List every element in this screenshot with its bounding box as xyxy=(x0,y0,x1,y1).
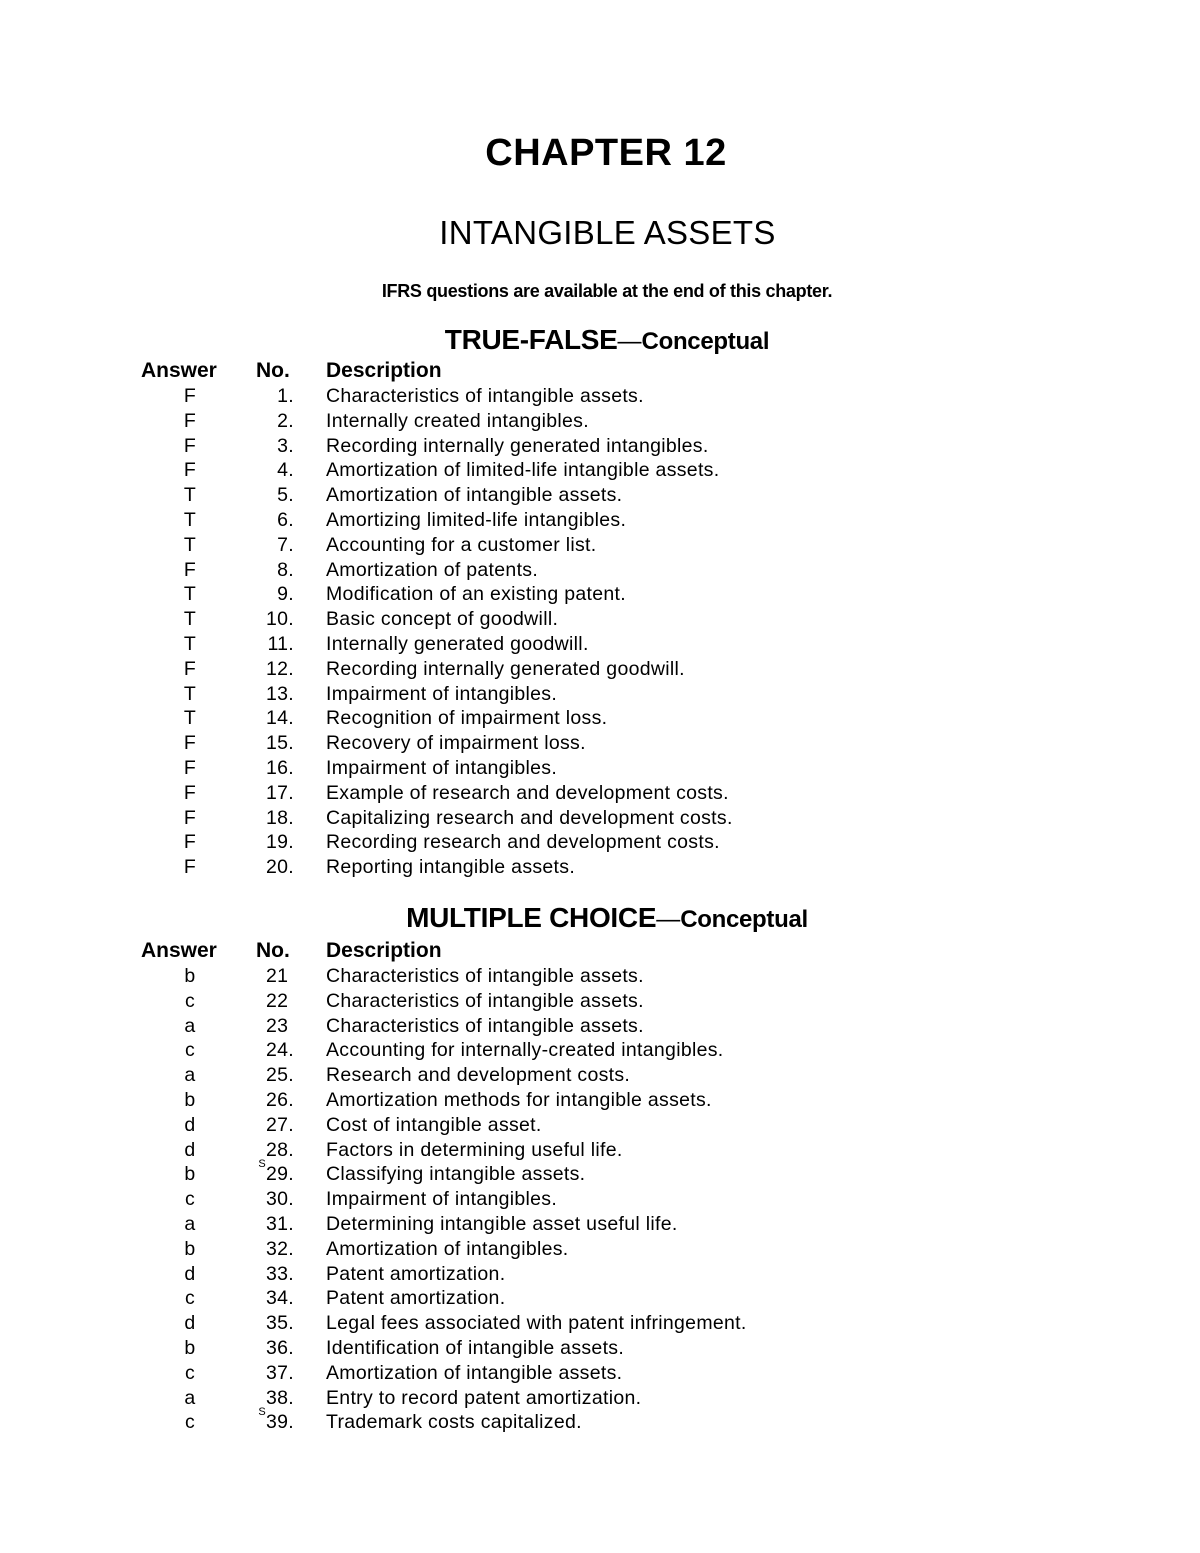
description-cell: Capitalizing research and development costs. xyxy=(326,806,733,829)
question-row xyxy=(0,1386,1200,1411)
question-number: 17. xyxy=(265,781,294,804)
answer-cell: a xyxy=(184,1014,196,1037)
question-row xyxy=(0,434,1200,459)
question-number-cell xyxy=(230,483,294,508)
description-cell: Internally generated goodwill. xyxy=(326,632,589,655)
question-number-cell xyxy=(230,409,294,434)
description-cell: Basic concept of goodwill. xyxy=(326,608,559,631)
question-number: 16. xyxy=(265,756,294,779)
question-row xyxy=(0,657,1200,682)
answer-cell: b xyxy=(184,1237,196,1260)
description-cell: Recording internally generated intangibles. xyxy=(326,434,709,457)
question-number-cell xyxy=(230,1014,294,1039)
question-number-cell xyxy=(230,533,294,558)
description-cell: Internally created intangibles. xyxy=(326,409,589,432)
description-cell: Impairment of intangibles. xyxy=(326,756,558,779)
answer-cell: T xyxy=(183,632,197,655)
question-number: 4. xyxy=(277,459,294,482)
description-cell: Research and development costs. xyxy=(326,1064,631,1087)
question-number-cell xyxy=(230,964,294,989)
question-row xyxy=(0,682,1200,707)
question-row xyxy=(0,1138,1200,1163)
column-header-no: No. xyxy=(256,359,290,382)
question-row xyxy=(0,1113,1200,1138)
question-number: 34. xyxy=(265,1287,294,1310)
question-number-cell xyxy=(230,781,294,806)
question-number-cell xyxy=(230,1212,294,1237)
question-number-cell xyxy=(230,434,294,459)
question-number: 11. xyxy=(267,632,294,655)
question-number-cell xyxy=(230,607,294,632)
answer-cell: c xyxy=(184,989,196,1012)
description-cell: Example of research and development costs. xyxy=(326,781,729,804)
section-title-dash: — xyxy=(656,906,681,933)
question-number: 31. xyxy=(265,1212,294,1235)
answer-cell: a xyxy=(184,1212,196,1235)
section-title-sub: Conceptual xyxy=(680,906,808,933)
column-header-no: No. xyxy=(256,939,290,962)
question-number-cell xyxy=(230,1038,294,1063)
section-heading-multiple-choice xyxy=(0,901,1200,940)
question-row xyxy=(0,756,1200,781)
answer-cell: F xyxy=(183,831,197,854)
description-cell: Impairment of intangibles. xyxy=(326,1188,558,1211)
section-title-main: TRUE-FALSE xyxy=(444,324,618,355)
question-number-cell xyxy=(230,806,294,831)
description-cell: Determining intangible asset useful life. xyxy=(326,1212,678,1235)
description-cell: Amortization of intangible assets. xyxy=(326,1361,623,1384)
column-header-row xyxy=(0,938,1200,964)
answer-cell: F xyxy=(183,806,197,829)
question-number: 15. xyxy=(265,732,294,755)
question-row xyxy=(0,1311,1200,1336)
question-number-cell xyxy=(230,1406,294,1435)
description-cell: Impairment of intangibles. xyxy=(326,682,558,705)
question-row xyxy=(0,1406,1200,1435)
description-cell: Characteristics of intangible assets. xyxy=(326,989,644,1012)
question-number-cell xyxy=(230,582,294,607)
description-cell: Patent amortization. xyxy=(326,1262,506,1285)
answer-cell: F xyxy=(183,856,197,879)
question-marker: S xyxy=(258,1158,266,1171)
question-number-cell xyxy=(230,830,294,855)
description-cell: Reporting intangible assets. xyxy=(326,856,576,879)
answer-cell: F xyxy=(183,459,197,482)
answer-cell: F xyxy=(183,657,197,680)
question-row xyxy=(0,1336,1200,1361)
description-cell: Recording research and development costs. xyxy=(326,831,720,854)
question-number-cell xyxy=(230,1187,294,1212)
answer-cell: T xyxy=(183,533,197,556)
description-cell: Trademark costs capitalized. xyxy=(326,1411,582,1434)
description-cell: Classifying intangible assets. xyxy=(326,1163,586,1186)
answer-cell: c xyxy=(184,1361,196,1384)
column-header-row xyxy=(0,358,1200,384)
question-number-cell xyxy=(230,458,294,483)
question-number-cell xyxy=(230,1113,294,1138)
question-number-cell xyxy=(230,1311,294,1336)
answer-cell: F xyxy=(183,385,197,407)
description-cell: Characteristics of intangible assets. xyxy=(326,1014,644,1037)
question-row xyxy=(0,607,1200,632)
description-cell: Identification of intangible assets. xyxy=(326,1336,625,1359)
answer-cell: b xyxy=(184,965,196,987)
question-number: 30. xyxy=(265,1188,294,1211)
question-row xyxy=(0,533,1200,558)
section-heading-true-false xyxy=(0,323,1200,362)
description-cell: Accounting for a customer list. xyxy=(326,533,597,556)
question-number: 21 xyxy=(265,965,289,987)
description-cell: Modification of an existing patent. xyxy=(326,583,626,606)
section-title-dash: — xyxy=(617,328,642,355)
column-header-description: Description xyxy=(326,939,442,962)
question-row xyxy=(0,964,1200,989)
answer-cell: b xyxy=(184,1336,196,1359)
question-row xyxy=(0,1014,1200,1039)
question-row xyxy=(0,1237,1200,1262)
answer-cell: F xyxy=(183,434,197,457)
description-cell: Characteristics of intangible assets. xyxy=(326,385,644,407)
question-number: 5. xyxy=(277,484,294,507)
question-number-cell xyxy=(230,558,294,583)
section-title-sub: Conceptual xyxy=(641,328,770,355)
description-cell: Patent amortization. xyxy=(326,1287,506,1310)
question-row xyxy=(0,1063,1200,1088)
question-row xyxy=(0,1158,1200,1187)
answer-cell: a xyxy=(184,1386,196,1409)
question-number-cell xyxy=(230,1286,294,1311)
question-row xyxy=(0,384,1200,409)
answer-cell: F xyxy=(183,558,197,581)
answer-cell: F xyxy=(183,781,197,804)
question-number: 8. xyxy=(277,558,294,581)
question-number: 39. xyxy=(265,1411,294,1434)
question-row xyxy=(0,632,1200,657)
question-row xyxy=(0,582,1200,607)
question-number-cell xyxy=(230,855,294,880)
question-number: 32. xyxy=(265,1237,294,1260)
answer-cell: d xyxy=(184,1138,196,1161)
question-row xyxy=(0,1212,1200,1237)
true-false-question-list xyxy=(0,384,1200,880)
ifrs-note: IFRS questions are available at the end of this chapter. xyxy=(381,281,833,301)
answer-cell: F xyxy=(183,732,197,755)
question-row xyxy=(0,483,1200,508)
description-cell: Entry to record patent amortization. xyxy=(326,1386,642,1409)
question-number-cell xyxy=(230,682,294,707)
answer-cell: F xyxy=(183,756,197,779)
question-number: 27. xyxy=(265,1113,294,1136)
answer-cell: T xyxy=(183,484,197,507)
answer-cell: b xyxy=(184,1088,196,1111)
question-number: 2. xyxy=(277,409,294,432)
question-row xyxy=(0,1187,1200,1212)
question-number: 22 xyxy=(265,989,289,1012)
question-number: 10. xyxy=(265,608,294,631)
description-cell: Factors in determining useful life. xyxy=(326,1138,623,1161)
question-row xyxy=(0,1088,1200,1113)
answer-cell: c xyxy=(184,1411,196,1434)
question-number-cell xyxy=(230,756,294,781)
question-row xyxy=(0,508,1200,533)
question-number-cell xyxy=(230,1088,294,1113)
column-header-answer: Answer xyxy=(141,939,217,962)
question-row xyxy=(0,731,1200,756)
question-number: 24. xyxy=(265,1039,294,1062)
question-number-cell xyxy=(230,1237,294,1262)
question-number: 1. xyxy=(277,385,294,407)
answer-cell: c xyxy=(184,1188,196,1211)
description-cell: Amortization of limited-life intangible assets. xyxy=(326,459,720,482)
question-row xyxy=(0,558,1200,583)
question-number: 28. xyxy=(265,1138,294,1161)
answer-cell: d xyxy=(184,1312,196,1335)
question-number-cell xyxy=(230,1361,294,1386)
question-number-cell xyxy=(230,706,294,731)
question-number-cell xyxy=(230,508,294,533)
question-row xyxy=(0,989,1200,1014)
description-cell: Legal fees associated with patent infringement. xyxy=(326,1312,747,1335)
question-number: 7. xyxy=(277,533,294,556)
question-number: 13. xyxy=(265,682,294,705)
question-row xyxy=(0,1286,1200,1311)
description-cell: Characteristics of intangible assets. xyxy=(326,965,644,987)
question-number-cell xyxy=(230,657,294,682)
question-row xyxy=(0,830,1200,855)
question-number-cell xyxy=(230,384,294,409)
question-row xyxy=(0,1361,1200,1386)
question-row xyxy=(0,1038,1200,1063)
question-row xyxy=(0,409,1200,434)
question-number-cell xyxy=(230,632,294,657)
answer-cell: T xyxy=(183,608,197,631)
description-cell: Recognition of impairment loss. xyxy=(326,707,608,730)
question-number-cell xyxy=(230,989,294,1014)
question-marker: S xyxy=(258,1406,266,1419)
question-number: 12. xyxy=(265,657,294,680)
description-cell: Cost of intangible asset. xyxy=(326,1113,542,1136)
question-number: 29. xyxy=(265,1163,294,1186)
answer-cell: b xyxy=(184,1163,196,1186)
question-number: 26. xyxy=(265,1088,294,1111)
question-number-cell xyxy=(230,1262,294,1287)
question-number: 19. xyxy=(265,831,294,854)
answer-cell: c xyxy=(184,1039,196,1062)
question-number: 20. xyxy=(265,856,294,879)
question-number: 38. xyxy=(265,1386,294,1409)
question-row xyxy=(0,781,1200,806)
question-number-cell xyxy=(230,731,294,756)
answer-cell: d xyxy=(184,1113,196,1136)
question-number-cell xyxy=(230,1158,294,1187)
question-number-cell xyxy=(230,1336,294,1361)
answer-cell: d xyxy=(184,1262,196,1285)
answer-cell: a xyxy=(184,1064,196,1087)
column-header-answer: Answer xyxy=(141,359,217,382)
answer-cell: F xyxy=(183,409,197,432)
description-cell: Amortization of intangibles. xyxy=(326,1237,569,1260)
answer-cell: T xyxy=(183,583,197,606)
description-cell: Accounting for internally-created intangibles. xyxy=(326,1039,724,1062)
description-cell: Recovery of impairment loss. xyxy=(326,732,586,755)
question-number: 3. xyxy=(277,434,294,457)
question-number: 9. xyxy=(277,583,294,606)
multiple-choice-question-list xyxy=(0,964,1200,1435)
question-row xyxy=(0,706,1200,731)
chapter-subtitle: INTANGIBLE ASSETS xyxy=(439,214,776,251)
question-number: 14. xyxy=(265,707,294,730)
answer-cell: T xyxy=(183,682,197,705)
answer-cell: T xyxy=(183,707,197,730)
question-number: 18. xyxy=(265,806,294,829)
question-number-cell xyxy=(230,1063,294,1088)
section-title-main: MULTIPLE CHOICE xyxy=(406,902,657,933)
chapter-title: CHAPTER 12 xyxy=(485,132,727,174)
question-row xyxy=(0,1262,1200,1287)
question-row xyxy=(0,855,1200,880)
question-number: 37. xyxy=(265,1361,294,1384)
question-row xyxy=(0,458,1200,483)
question-number: 35. xyxy=(265,1312,294,1335)
question-number: 25. xyxy=(265,1064,294,1087)
answer-cell: c xyxy=(184,1287,196,1310)
question-number: 6. xyxy=(277,508,294,531)
answer-cell: T xyxy=(183,508,197,531)
question-number: 36. xyxy=(265,1336,294,1359)
question-row xyxy=(0,806,1200,831)
question-number: 33. xyxy=(265,1262,294,1285)
description-cell: Amortization methods for intangible assets. xyxy=(326,1088,712,1111)
description-cell: Amortization of patents. xyxy=(326,558,539,581)
column-header-description: Description xyxy=(326,359,442,382)
question-number: 23 xyxy=(265,1014,289,1037)
description-cell: Amortization of intangible assets. xyxy=(326,484,623,507)
description-cell: Recording internally generated goodwill. xyxy=(326,657,685,680)
description-cell: Amortizing limited-life intangibles. xyxy=(326,508,627,531)
